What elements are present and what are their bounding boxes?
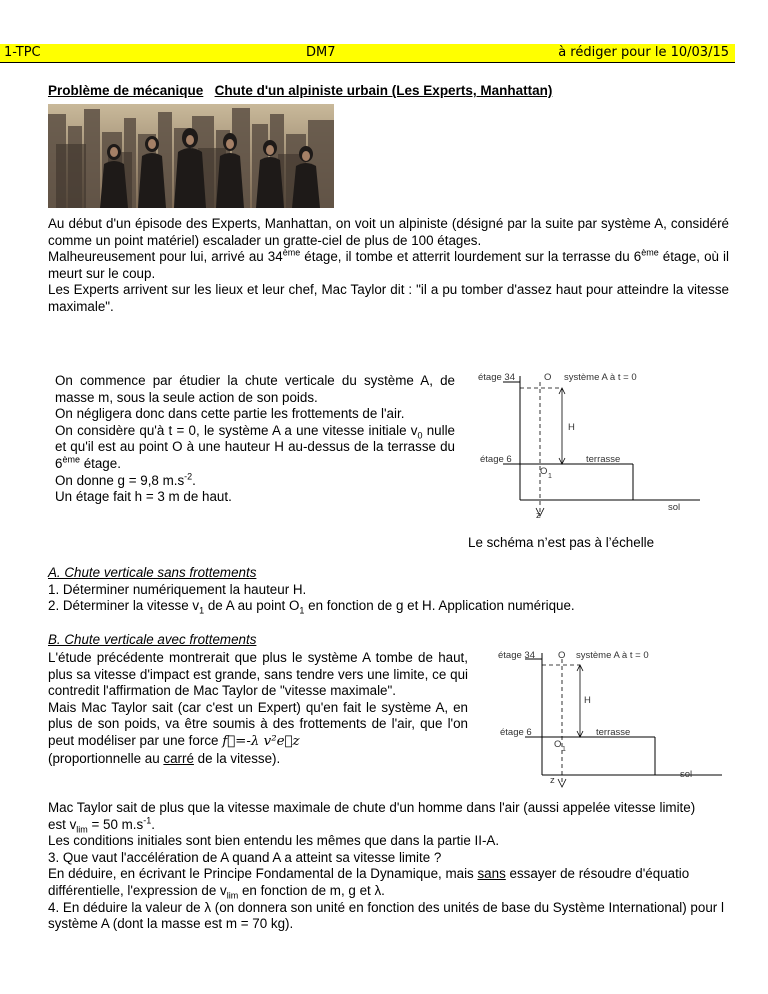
diagram2-label-sol: sol xyxy=(680,769,693,780)
setup-line-4: On donne g = 9,8 $m.s^{-2}$. xyxy=(55,471,196,488)
part-b-paragraph-2: Mais Mac Taylor sait (car c'est un Expert) qu'en fait le système A, en plus de son poids, va être soumis à des frottements de l'air, que l'on peut modéliser par une force f⃗=-λ v²e⃗z xyxy=(48,699,468,749)
part-a-setup-text xyxy=(55,373,455,506)
fall-diagram-2 xyxy=(492,647,732,797)
final-line-1: Mac Taylor sait de plus que la vitesse maximale de chute d'un homme dans l'air (aussi appelée vitesse limite) xyxy=(48,800,696,815)
diagram1-label-etage34: étage 34 xyxy=(478,372,515,383)
question-4: 4. En déduire la valeur de λ (on donnera son unité en fonction des unités de base du Système International) pour l xyxy=(48,899,724,915)
diagram1-label-etage6: étage 6 xyxy=(480,454,512,465)
diagram1-label-systeme: système A à t = 0 xyxy=(564,372,637,383)
diagram2-label-O: O xyxy=(558,650,566,661)
setup-line-2: On négligera donc dans cette partie les frottements de l'air. xyxy=(55,406,405,422)
diagram2-label-O1: O xyxy=(554,739,562,750)
diagram1-label-terrasse: terrasse xyxy=(586,454,621,465)
header-class: 1-TPC xyxy=(4,45,41,60)
diagram1-label-sol: sol xyxy=(668,502,681,513)
question-1: 1. Déterminer numériquement la hauteur H. xyxy=(48,581,307,597)
intro-paragraph-1: Au début d'un épisode des Experts, Manhattan, on voit un alpiniste (désigné par la suite par système A, considéré comme un point matériel) escalader un gratte-ciel de plus de 100 étages. xyxy=(48,216,729,248)
part-a-section xyxy=(48,565,748,615)
diagram2-label-z: z xyxy=(550,775,555,786)
diagram2-label-etage34: étage 34 xyxy=(498,650,535,661)
fall-diagram-1 xyxy=(470,368,710,523)
cast-photo xyxy=(48,104,334,208)
diagram2-label-H: H xyxy=(584,695,591,706)
diagram2-label-O1-sub: 1 xyxy=(562,746,566,753)
problem-title xyxy=(48,83,552,98)
diagram1-label-z: z xyxy=(536,510,541,521)
diagram1-label-O: O xyxy=(544,372,552,383)
diagram2-label-terrasse: terrasse xyxy=(596,727,631,738)
final-line-6: différentielle, l'expression de $v_{lim}$ en fonction de m, g et λ. xyxy=(48,882,385,901)
intro-paragraph-2: Malheureusement pour lui, arrivé au 34ème étage, il tombe et atterrit lourdement sur la terrasse du 6ème étage, où il meurt sur le coup. xyxy=(48,247,729,281)
part-b-title: B. Chute verticale avec frottements xyxy=(48,632,257,647)
part-b-paragraph-3: (proportionnelle au carré de la vitesse). xyxy=(48,750,281,766)
intro-paragraph-3: Les Experts arrivent sur les lieux et leur chef, Mac Taylor dit : "il a pu tomber d'assez haut pour atteindre la vitesse maximale". xyxy=(48,282,729,314)
problem-label: Problème de mécanique xyxy=(48,83,204,98)
final-line-5: En déduire, en écrivant le Principe Fondamental de la Dynamique, mais sans essayer de résoudre d'équatio xyxy=(48,866,690,882)
part-a-title: A. Chute verticale sans frottements xyxy=(48,565,257,580)
diagram2-label-etage6: étage 6 xyxy=(500,727,532,738)
diagram1-label-O1: O xyxy=(540,466,548,477)
setup-line-3: On considère qu'à t = 0, le système A a une vitesse initiale $v_0$ nulle et qu'il est au point O à une hauteur H au-dessus de la terrasse du 6ème étage. xyxy=(55,422,455,471)
header-bar xyxy=(0,44,735,63)
final-line-8: système A (dont la masse est m = 70 kg). xyxy=(48,916,294,932)
diagram1-label-H: H xyxy=(568,422,575,433)
force-formula: f⃗=-λ v²e⃗z xyxy=(222,733,300,749)
part-b-section xyxy=(48,632,468,649)
final-line-2: est $v_{lim} = 50$ $m.s^{-1}$. xyxy=(48,815,155,835)
final-line-3: Les conditions initiales sont bien entendu les mêmes que dans la partie II-A. xyxy=(48,833,500,849)
diagram2-label-systeme: système A à t = 0 xyxy=(576,650,649,661)
question-3: 3. Que vaut l'accélération de A quand A a atteint sa vitesse limite ? xyxy=(48,849,442,865)
part-b-paragraph-1: L'étude précédente montrerait que plus le système A tombe de haut, plus sa vitesse d'impact est grande, sans tendre vers une limite, ce qui contredit l'affirmation de Mac Taylor de "vitesse maximale". xyxy=(48,650,468,699)
setup-line-1: On commence par étudier la chute verticale du système A, de masse m, sous la seule action de son poids. xyxy=(55,373,455,405)
header-due-date: à rédiger pour le 10/03/15 xyxy=(558,45,729,60)
final-questions xyxy=(48,800,768,933)
problem-subject: Chute d'un alpiniste urbain (Les Experts, Manhattan) xyxy=(214,83,553,98)
diagram-caption: Le schéma n’est pas à l’échelle xyxy=(468,535,655,550)
question-2: 2. Déterminer la vitesse $v_1$ de A au point $O_1$ en fonction de g et H. Application numérique. xyxy=(48,598,575,616)
diagram1-label-O1-sub: 1 xyxy=(548,473,552,480)
part-b-text xyxy=(48,650,468,767)
setup-line-5: Un étage fait h = 3 m de haut. xyxy=(55,489,232,505)
header-assignment: DM7 xyxy=(306,45,336,60)
intro-text xyxy=(48,216,729,316)
